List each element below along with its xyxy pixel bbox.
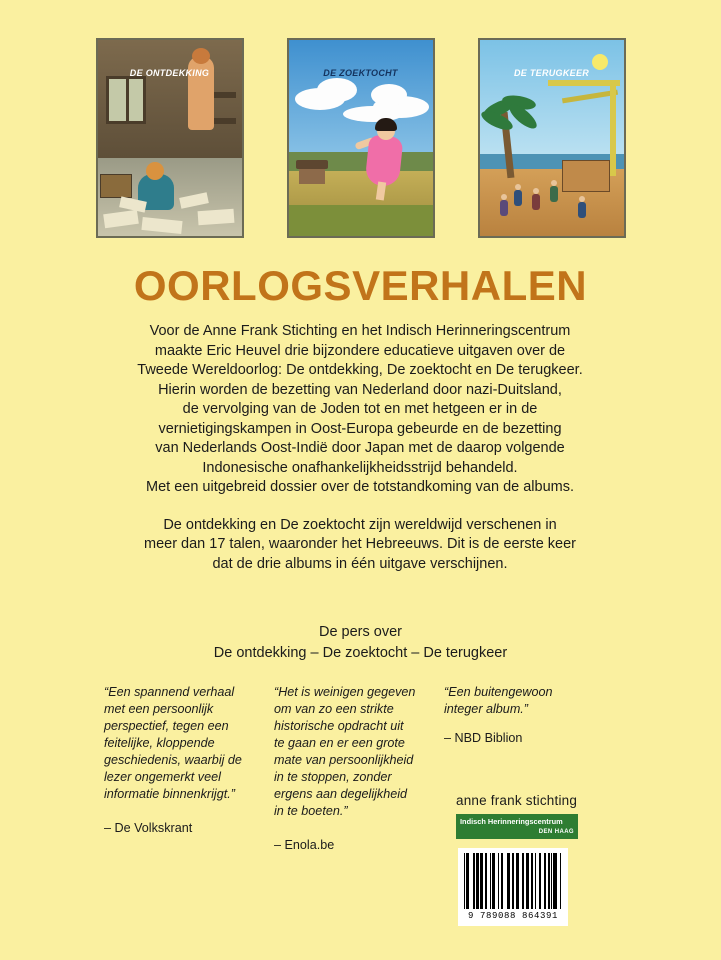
press-heading [0, 622, 721, 664]
line: de vervolging van de Joden tot en met hetgeen er in de [182, 401, 538, 417]
line: van Nederlands Oost-Indië door Japan met de daarop volgende [155, 440, 565, 456]
cover3-crane-mast [610, 80, 616, 176]
quote-text: “Een buitengewoon integer album.” [444, 685, 553, 716]
quote-text: “Een spannend verhaal met een persoonlijk perspectief, tegen een feitelijke, kloppende geschiedenis, waarbij de lezer ongemerkt veel informatie binnenkrijgt.” [104, 685, 242, 801]
press-heading-line-1: De pers over [318, 624, 402, 640]
cover3-figure [578, 202, 586, 218]
press-quote-1 [104, 684, 246, 854]
quote-source: – Enola.be [274, 838, 335, 852]
cover3-shed [562, 160, 610, 192]
quote-source: – NBD Biblion [444, 731, 523, 745]
line: Indonesische onafhankelijkheidsstrijd behandeld. [202, 459, 518, 476]
indisch-herinneringscentrum-logo [456, 814, 578, 839]
line: De ontdekking en De zoektocht zijn wereldwijd verschenen in [163, 516, 557, 533]
cover-title-de-terugkeer: DE TERUGKEER [513, 68, 590, 78]
description-paragraph-2 [110, 516, 610, 575]
cover1-window [106, 76, 146, 124]
press-heading-line-2: De ontdekking – De zoektocht – De terugkeer [213, 645, 508, 661]
press-quote-2 [274, 684, 416, 854]
cover2-cloud [317, 78, 357, 102]
cover3-figure [550, 186, 558, 202]
cover3-figure [532, 194, 540, 210]
cover-de-zoektocht [287, 38, 435, 238]
description-paragraph-1 [110, 322, 610, 498]
line: vernietigingskampen in Oost-Europa gebeurde en de bezetting [158, 420, 562, 437]
quote-text: “Het is weinigen gegeven om van zo een strikte historische opdracht uit te gaan en er een grote mate van persoonlijkheid in te stoppen, zonder ergens aan degelijkheid in te boeten.” [274, 685, 416, 818]
cover-title-de-zoektocht: DE ZOEKTOCHT [323, 68, 398, 78]
barcode-bar [561, 853, 562, 909]
cover-de-terugkeer [478, 38, 626, 238]
page-title: OORLOGSVERHALEN [133, 262, 588, 309]
cover2-farmhouse [299, 168, 325, 184]
quote-source: – De Volkskrant [104, 821, 193, 835]
anne-frank-stichting-logo: anne frank stichting [456, 793, 578, 808]
cover-title-de-ontdekking: DE ONTDEKKING [129, 68, 210, 78]
cover-de-ontdekking [96, 38, 244, 238]
barcode [458, 848, 568, 926]
description-block [110, 322, 610, 574]
cover-thumbnails [0, 38, 721, 238]
ihc-city: DEN HAAG [538, 829, 574, 835]
cover1-box [100, 174, 132, 198]
ihc-name: Indisch Herinneringscentrum [460, 817, 563, 826]
line: Hierin worden de bezetting van Nederland door nazi-Duitsland, [158, 381, 562, 398]
line: Voor de Anne Frank Stichting en het Indisch Herinneringscentrum [149, 323, 571, 339]
cover3-figure [500, 200, 508, 216]
cover2-figure-hair [375, 118, 397, 131]
line: maakte Eric Heuvel drie bijzondere educatieve uitgaven over de [154, 342, 566, 359]
publisher-logos [456, 793, 636, 839]
cover3-figure [514, 190, 522, 206]
barcode-bars [464, 853, 562, 909]
line: dat de drie albums in één uitgave verschijnen. [212, 555, 508, 572]
line: meer dan 17 talen, waaronder het Hebreeuws. Dit is de eerste keer [143, 536, 576, 552]
line: Met een uitgebreid dossier over de totstandkoming van de albums. [146, 479, 574, 495]
line: Tweede Wereldoorlog: De ontdekking, De zoektocht en De terugkeer. [137, 362, 583, 378]
cover1-paper [197, 209, 234, 225]
cover2-cloud [371, 84, 407, 106]
barcode-number: 9 789088 864391 [467, 911, 558, 921]
cover2-grass [289, 205, 433, 236]
